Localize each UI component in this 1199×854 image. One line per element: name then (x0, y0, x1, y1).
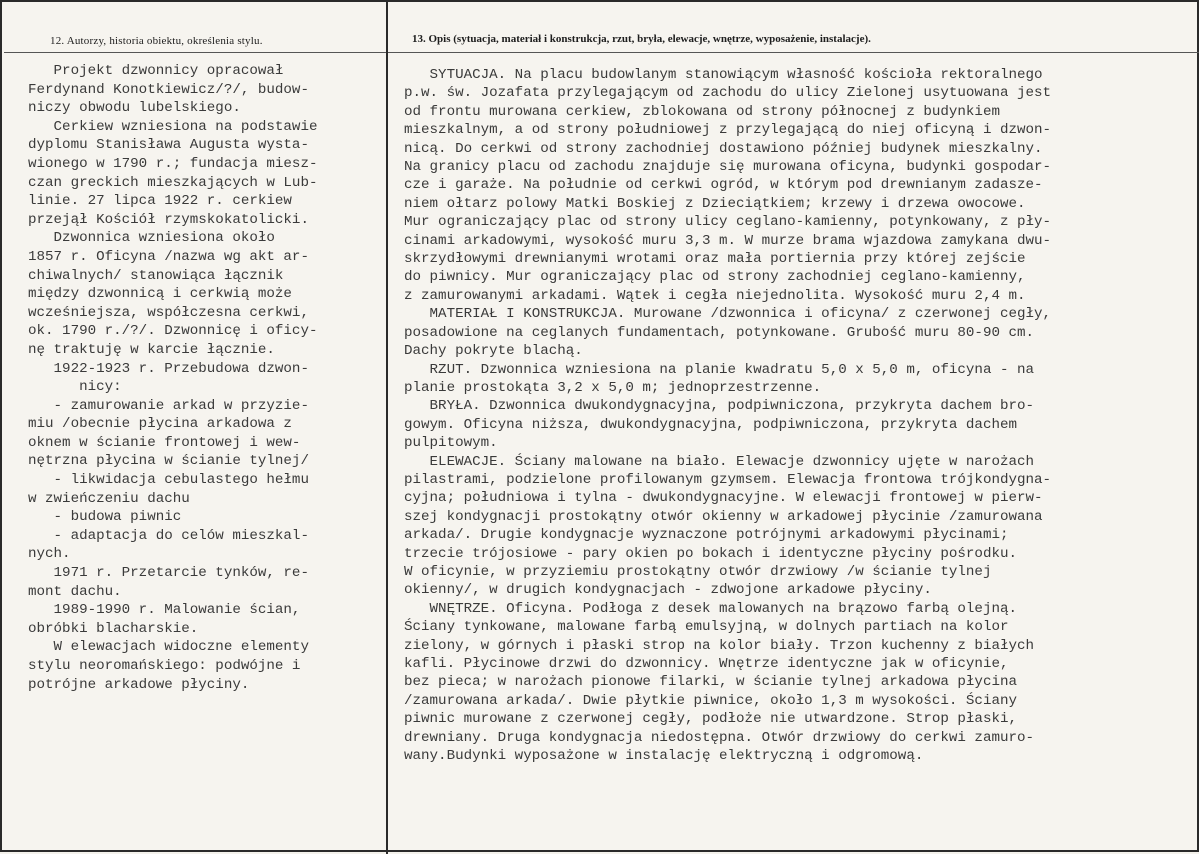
text-line: nicą. Do cerkwi od strony zachodniej dostawiono później budynek mieszkalny. (404, 140, 1043, 157)
text-line: nę traktuję w karcie łącznie. (28, 341, 275, 358)
left-column-header: 12. Autorzy, historia obiektu, określenia stylu. (50, 35, 263, 47)
text-line: nych. (28, 546, 71, 563)
text-line: - budowa piwnic (28, 509, 182, 526)
text-line: nętrzna płycina w ścianie tylnej/ (28, 453, 309, 470)
text-line: 1857 r. Oficyna /nazwa wg akt ar- (28, 248, 309, 265)
text-line: Ferdynand Konotkiewicz/?/, budow- (28, 81, 309, 98)
text-line: pulpitowym. (404, 435, 498, 452)
text-line: oknem w ścianie frontowej i wew- (28, 434, 301, 451)
text-line: niem ołtarz polowy Matki Boskiej z Dzieciątkiem; krzewy i drzewa owocowe. (404, 195, 1026, 212)
text-line: Projekt dzwonnicy opracował (28, 63, 284, 79)
text-line: w zwieńczeniu dachu (28, 490, 190, 507)
text-line: W elewacjach widoczne elementy (28, 639, 309, 656)
text-line: pilastrami, podzielone profilowanym gzymsem. Elewacja frontowa trójkondygna- (404, 471, 1052, 488)
text-line: SYTUACJA. Na placu budowlanym stanowiącym własność kościoła rektoralnego (404, 67, 1043, 83)
text-line: Cerkiew wzniesiona na podstawie (28, 118, 318, 135)
text-line: chiwalnych/ stanowiąca łącznik (28, 267, 284, 284)
text-line: 1989-1990 r. Malowanie ścian, (28, 602, 301, 619)
text-line: planie prostokąta 3,2 x 5,0 m; jednoprzestrzenne. (404, 379, 822, 396)
right-column-header: 13. Opis (sytuacja, materiał i konstrukcja, rzut, bryła, elewacje, wnętrze, wyposażenie, instalacje). (412, 33, 871, 45)
text-line: miu /obecnie płycina arkadowa z (28, 416, 292, 433)
text-line: BRYŁA. Dzwonnica dwukondygnacyjna, podpiwniczona, przykryta dachem bro- (404, 398, 1035, 415)
text-line: bez pieca; w narożach pionowe filarki, w ścianie tylnej arkadowa płycina (404, 674, 1017, 691)
text-line: 1922-1923 r. Przebudowa dzwon- (28, 360, 309, 377)
text-line: - likwidacja cebulastego hełmu (28, 472, 309, 489)
text-line: trzecie trójosiowe - pary okien po bokach i identyczne płyciny pośrodku. (404, 545, 1017, 562)
text-line: RZUT. Dzwonnica wzniesiona na planie kwadratu 5,0 x 5,0 m, oficyna - na (404, 361, 1035, 378)
text-line: dyplomu Stanisława Augusta wysta- (28, 137, 309, 154)
text-line: do piwnicy. Mur ograniczający plac od strony zachodniej ceglano-kamienny, (404, 269, 1026, 286)
text-line: niczy obwodu lubelskiego. (28, 100, 241, 117)
text-line: arkada/. Drugie kondygnacje wyznaczone potrójnymi arkadowymi płycinami; (404, 527, 1009, 544)
text-line: stylu neoromańskiego: podwójne i (28, 658, 301, 674)
text-line: /zamurowana arkada/. Dwie płytkie piwnice, około 1,3 m wysokości. Ściany (404, 692, 1017, 709)
text-line: Na granicy placu od zachodu znajduje się murowana oficyna, budynki gospodar- (404, 159, 1052, 176)
text-line: cze i garaże. Na południe od cerkwi ogród, w którym pod drewnianym zadasze- (404, 177, 1043, 194)
text-line: WNĘTRZE. Oficyna. Podłoga z desek malowanych na brązowo farbą olejną. (404, 600, 1017, 617)
text-line: przejął Kościół rzymskokatolicki. (28, 211, 309, 228)
text-line: okienny/, w drugich kondygnacjach - zdwojone arkadowe płyciny. (404, 582, 932, 599)
text-line: skrzydłowymi drewnianymi wrotami oraz mała portiernia przy której zejście (404, 251, 1026, 268)
text-line: p.w. św. Jozafata przylegającym od zachodu do ulicy Zielonej usytuowana jest (404, 85, 1052, 102)
text-line: Mur ograniczający plac od strony ulicy ceglano-kamienny, potynkowany, z pły- (404, 214, 1052, 231)
text-line: Dzwonnica wzniesiona około (28, 230, 275, 247)
text-line: Ściany tynkowane, malowane farbą emulsyjną, w dolnych partiach na kolor (404, 619, 1009, 636)
text-line: drewniany. Druga kondygnacja niedostępna. Otwór drzwiowy do cerkwi zamuro- (404, 729, 1035, 746)
text-line: linie. 27 lipca 1922 r. cerkiew (28, 193, 292, 210)
text-line: ok. 1790 r./?/. Dzwonnicę i oficy- (28, 323, 318, 340)
text-line: cinami arkadowymi, wysokość muru 3,3 m. W murze brama wjazdowa zamykana dwu- (404, 232, 1052, 249)
text-line: czan greckich mieszkających w Lub- (28, 174, 318, 191)
text-line: MATERIAŁ I KONSTRUKCJA. Murowane /dzwonnica i oficyna/ z czerwonej cegły, (404, 306, 1052, 323)
text-line: W oficynie, w przyziemiu prostokątny otwór drzwiowy /w ścianie tylnej (404, 563, 992, 580)
right-header-rule (388, 52, 1199, 53)
text-line: ELEWACJE. Ściany malowane na biało. Elewacje dzwonnicy ujęte w narożach (404, 453, 1035, 470)
text-line: od frontu murowana cerkiew, zblokowana od strony północnej z budynkiem (404, 103, 1000, 120)
text-line: Dachy pokryte blachą. (404, 343, 583, 360)
text-line: wany.Budynki wyposażone w instalację elektryczną i odgromową. (404, 748, 924, 765)
text-line: zielony, w górnych i płaski strop na kolor biały. Trzon kuchenny z białych (404, 637, 1035, 654)
text-line: posadowione na ceglanych fundamentach, potynkowane. Grubość muru 80-90 cm. (404, 324, 1035, 341)
text-line: szej kondygnacji prostokątny otwór okienny w arkadowej płycinie /zamurowana (404, 508, 1043, 525)
text-line: - zamurowanie arkad w przyzie- (28, 397, 309, 414)
text-line: 1971 r. Przetarcie tynków, re- (28, 565, 309, 582)
right-column-text (404, 66, 1051, 765)
text-line: kafli. Płycinowe drzwi do dzwonnicy. Wnętrze identyczne jak w oficynie, (404, 656, 1009, 672)
text-line: wionego w 1790 r.; fundacja miesz- (28, 155, 318, 172)
text-line: piwnic murowane z czerwonej cegły, podłoże nie utwardzone. Strop płaski, (404, 711, 1017, 728)
text-line: - adaptacja do celów mieszkal- (28, 527, 309, 544)
column-divider (386, 2, 388, 854)
text-line: mieszkalnym, a od strony południowej z przylegającą do niej oficyną i dzwon- (404, 122, 1052, 139)
text-line: z zamurowanymi arkadami. Wątek i cegła niejednolita. Wysokość muru 2,4 m. (404, 287, 1026, 304)
text-line: cyjna; południowa i tylna - dwukondygnacyjne. W elewacji frontowej w pierw- (404, 490, 1043, 507)
left-header-rule (4, 52, 386, 53)
text-line: między dzwonnicą i cerkwią może (28, 286, 292, 303)
text-line: mont dachu. (28, 583, 122, 600)
text-line: wcześniejsza, współczesna cerkwi, (28, 304, 309, 321)
text-line: potrójne arkadowe płyciny. (28, 676, 250, 693)
text-line: gowym. Oficyna niższa, dwukondygnacyjna, podpiwniczona, przykryta dachem (404, 416, 1017, 433)
left-column-text (28, 62, 317, 694)
text-line: obróbki blacharskie. (28, 620, 199, 637)
text-line: nicy: (28, 379, 122, 396)
